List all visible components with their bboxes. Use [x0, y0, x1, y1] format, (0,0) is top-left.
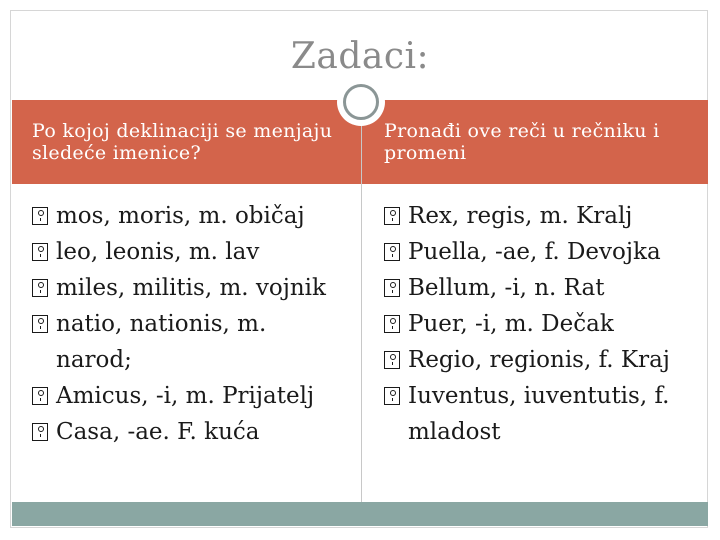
- bullet-icon: [32, 423, 48, 441]
- list-item-text: Casa, -ae. F. kuća: [56, 419, 260, 445]
- list-item-text: Regio, regionis, f. Kraj: [408, 347, 670, 373]
- bullet-icon: [32, 387, 48, 405]
- left-item-list: [32, 198, 352, 450]
- list-item: [32, 198, 352, 234]
- bullet-icon: [32, 315, 48, 333]
- footer-band: [12, 502, 708, 526]
- bullet-icon: [384, 315, 400, 333]
- list-item-text: Rex, regis, m. Kralj: [408, 203, 633, 229]
- list-item: [32, 306, 352, 378]
- bullet-icon: [384, 351, 400, 369]
- bullet-icon: [384, 387, 400, 405]
- list-item: [384, 378, 706, 450]
- list-item-continuation: narod;: [56, 347, 132, 373]
- list-item: [384, 234, 706, 270]
- list-item-text: mos, moris, m. običaj: [56, 203, 305, 229]
- bullet-icon: [32, 207, 48, 225]
- list-item: [32, 234, 352, 270]
- left-column-header: Po kojoj deklinaciji se menjaju sledeće imenice?: [32, 120, 333, 164]
- list-item: [384, 198, 706, 234]
- column-divider: [361, 120, 362, 502]
- list-item: [384, 306, 706, 342]
- list-item-text: Puer, -i, m. Dečak: [408, 311, 614, 337]
- bullet-icon: [32, 279, 48, 297]
- slide-title: Zadaci:: [290, 36, 430, 77]
- list-item: [32, 270, 352, 306]
- circle-ornament-icon: [343, 84, 379, 120]
- right-item-list: [384, 198, 706, 450]
- list-item: [384, 270, 706, 306]
- list-item: [32, 378, 352, 414]
- bullet-icon: [32, 243, 48, 261]
- bullet-icon: [384, 243, 400, 261]
- bullet-icon: [384, 207, 400, 225]
- list-item-text: Iuventus, iuventutis, f.: [408, 383, 670, 409]
- list-item-text: Puella, -ae, f. Devojka: [408, 239, 661, 265]
- list-item-text: leo, leonis, m. lav: [56, 239, 260, 265]
- list-item: [32, 414, 352, 450]
- list-item-text: Amicus, -i, m. Prijatelj: [56, 383, 315, 409]
- list-item-text: Bellum, -i, n. Rat: [408, 275, 605, 301]
- list-item-text: natio, nationis, m.: [56, 311, 267, 337]
- right-column-header: Pronađi ove reči u rečniku i promeni: [384, 120, 660, 164]
- list-item: [384, 342, 706, 378]
- bullet-icon: [384, 279, 400, 297]
- list-item-text: miles, militis, m. vojnik: [56, 275, 326, 301]
- list-item-continuation: mladost: [408, 419, 501, 445]
